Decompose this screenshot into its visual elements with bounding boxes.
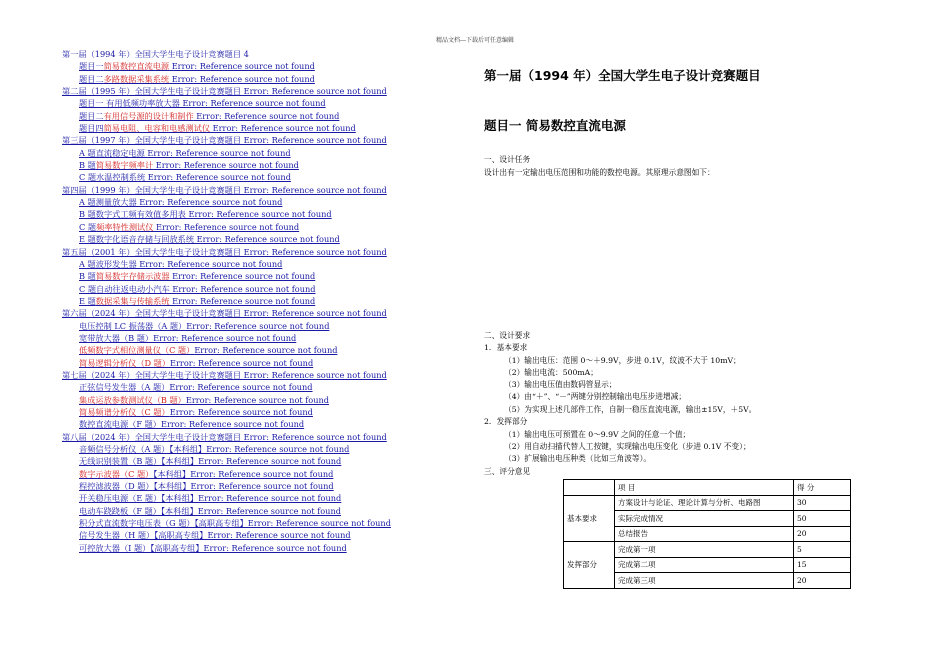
toc-entry[interactable]: [62, 344, 402, 356]
requirement-item: （3）输出电压值由数码管显示；: [504, 380, 617, 389]
toc-link[interactable]: [79, 419, 304, 429]
toc-entry[interactable]: [62, 159, 402, 171]
toc-entry-pre: 题目一: [79, 61, 104, 72]
toc-entry-text: 正弦信号发生器（A 题）Error: Reference source not found: [79, 382, 313, 393]
toc-link[interactable]: [79, 160, 299, 170]
toc-entry-text: 数控直流电源（F 题）Error: Reference source not found: [79, 419, 305, 430]
extension-heading: 2．发挥部分: [484, 417, 528, 426]
toc-text: [62, 49, 249, 59]
table-row: [564, 542, 851, 558]
toc-link[interactable]: [79, 407, 313, 417]
toc-entry-post: Error: Reference source not found: [185, 394, 330, 405]
table-cell: 20: [794, 526, 851, 542]
table-header-item: 项 目: [615, 480, 794, 496]
page-header-note: 精品文档---下载后可任意编辑: [435, 37, 515, 44]
toc-entry-text: A 题直流稳定电源 Error: Reference source not found: [79, 147, 291, 158]
toc-link[interactable]: [79, 530, 351, 540]
toc-link[interactable]: [79, 469, 333, 479]
extension-item: （3）扩展输出电压种类（比如三角波等）。: [504, 454, 652, 463]
toc-link[interactable]: [62, 370, 387, 380]
requirement-item: （5）为实现上述几部件工作，自制一稳压直流电源，输出±15V，＋5V。: [504, 405, 757, 414]
toc-entry-post: Error: Reference source not found: [169, 73, 315, 84]
table-cell: 50: [794, 511, 851, 527]
table-header-score: 得 分: [794, 480, 851, 496]
toc-link[interactable]: [79, 296, 315, 306]
table-cell: 5: [794, 542, 851, 558]
table-of-contents: [62, 48, 402, 554]
requirement-item: （1）输出电压：范围 0～＋9.9V，步进 0.1V，纹波不大于 10mV；: [504, 356, 741, 365]
toc-entry-text: 程控滤波器（D 题）【本科组】Error: Reference source not found: [79, 481, 334, 492]
table-cell: 完成第一项: [615, 542, 794, 558]
toc-link[interactable]: [79, 493, 341, 503]
toc-entry-pre: B 题: [79, 160, 96, 171]
toc-entry[interactable]: [62, 443, 402, 455]
toc-link[interactable]: [79, 333, 296, 343]
toc-link[interactable]: [62, 308, 387, 318]
toc-entry-pre: 题目二: [79, 110, 104, 121]
table-cell: 完成第三项: [615, 573, 794, 589]
toc-entry-post: Error: Reference source not found: [153, 160, 299, 171]
toc-entry-text: E 题数字化语音存储与回放系统 Error: Reference source not found: [79, 234, 340, 245]
toc-entry[interactable]: [62, 73, 402, 85]
toc-link[interactable]: [79, 481, 334, 491]
toc-entry-red: 有用信号源的设计和制作: [103, 110, 194, 121]
requirement-item: （4）由“＋”、“－”两键分别控制输出电压步进增减；: [504, 392, 687, 401]
toc-entry[interactable]: [62, 480, 402, 492]
toc-entry-red: 数字示波器（C 题）: [79, 468, 154, 479]
toc-entry-pre: 题目四: [79, 123, 104, 134]
toc-link[interactable]: [79, 506, 341, 516]
toc-entry[interactable]: [62, 171, 402, 183]
toc-entry[interactable]: [62, 97, 402, 109]
toc-entry-text: 第六届（2024 年）全国大学生电子设计竞赛题目 Error: Reference source not found: [62, 308, 387, 319]
toc-entry: [62, 48, 402, 60]
toc-link[interactable]: [62, 86, 387, 96]
toc-entry-red: 频率特性测试仪: [96, 221, 154, 232]
toc-entry-text: 第七届（2024 年）全国大学生电子设计竞赛题目 Error: Reference source not found: [62, 369, 387, 380]
toc-entry-text: 宽带放大器（B 题）Error: Reference source not found: [79, 332, 297, 343]
toc-entry[interactable]: [62, 134, 402, 146]
toc-entry[interactable]: [62, 122, 402, 134]
table-cell: 实际完成情况: [615, 511, 794, 527]
toc-link[interactable]: [79, 382, 313, 392]
toc-entry-red: 集成运放参数测试仪（B 题）: [79, 394, 186, 405]
table-cell: 完成第二项: [615, 557, 794, 573]
table-cell: [564, 480, 615, 496]
toc-entry[interactable]: [62, 394, 402, 406]
toc-link[interactable]: [62, 185, 387, 195]
toc-entry-text: 第五届（2001 年）全国大学生电子设计竞赛题目 Error: Reference source not found: [62, 246, 387, 257]
section-heading-requirements: 二、设计要求: [484, 331, 531, 340]
toc-entry-text: 电压控制 LC 振荡器（A 题）Error: Reference source not found: [79, 320, 330, 331]
toc-entry[interactable]: [62, 406, 402, 418]
extension-item: （2）用自动扫描代替人工按键，实现输出电压变化（步进 0.1V 不变）；: [504, 442, 751, 451]
toc-entry-post: Error: Reference source not found: [169, 295, 316, 306]
toc-entry-text: C 题水温控制系统 Error: Reference source not found: [79, 172, 291, 183]
scoring-table: [563, 479, 851, 589]
toc-entry[interactable]: [62, 110, 402, 122]
table-cell: 总结报告: [615, 526, 794, 542]
toc-entry[interactable]: [62, 455, 402, 467]
toc-entry-text: 第三届（1997 年）全国大学生电子设计竞赛题目 Error: Reference source not found: [62, 135, 387, 146]
toc-entry[interactable]: [62, 270, 402, 282]
toc-entry-text: 积分式直流数字电压表（G 题）【高职高专组】Error: Reference source not found: [79, 518, 391, 529]
toc-link[interactable]: [79, 172, 291, 182]
toc-link[interactable]: [79, 358, 313, 368]
toc-entry[interactable]: [62, 542, 402, 554]
toc-entry-red: 简易逻辑分析仪（D 题）: [79, 357, 171, 368]
toc-link[interactable]: [79, 74, 315, 84]
toc-link[interactable]: [79, 222, 299, 232]
toc-entry[interactable]: [62, 517, 402, 529]
toc-entry[interactable]: [62, 208, 402, 220]
toc-entry-post: Error: Reference source not found: [169, 271, 316, 282]
toc-entry-pre: B 题: [79, 271, 96, 282]
toc-link[interactable]: [79, 98, 326, 108]
section-heading-task: 一、设计任务: [484, 155, 531, 164]
toc-entry-text: 电动车跷跷板（F 题）【本科组】Error: Reference source not found: [79, 505, 341, 516]
toc-entry-text: 可控放大器（I 题）【高职高专组】Error: Reference source not found: [79, 542, 347, 553]
toc-link[interactable]: [79, 148, 291, 158]
toc-entry[interactable]: [62, 85, 402, 97]
toc-entry-post: Error: Reference source not found: [169, 61, 315, 72]
toc-link[interactable]: [62, 247, 387, 257]
section-heading-scoring: 三、评分意见: [484, 467, 531, 476]
toc-entry-red: 简易数控直流电源: [103, 61, 170, 72]
table-row: [564, 495, 851, 511]
toc-entry-text: 第四届（1999 年）全国大学生电子设计竞赛题目 Error: Reference source not found: [62, 184, 387, 195]
toc-entry[interactable]: [62, 381, 402, 393]
toc-entry-red: 简易数字频率计: [95, 160, 154, 171]
task-description: 设计出有一定输出电压范围和功能的数控电源。其原理示意图如下：: [484, 168, 715, 177]
toc-entry-post: Error: Reference source not found: [194, 345, 338, 356]
group-label: 基本要求: [564, 495, 615, 542]
toc-link[interactable]: [79, 271, 315, 281]
toc-entry-red: 多路数据采集系统: [103, 73, 170, 84]
toc-entry-text: B 题数字式工频有效值多用表 Error: Reference source not found: [79, 209, 332, 220]
toc-link[interactable]: [79, 395, 329, 405]
table-cell: 30: [794, 495, 851, 511]
toc-entry-text: 第一届（1994 年）全国大学生电子设计竞赛题目 4: [62, 49, 249, 59]
toc-entry-text: 信号发生器（H 题）【高职高专组】Error: Reference source not found: [79, 530, 351, 541]
toc-entry[interactable]: [62, 246, 402, 258]
toc-entry[interactable]: [62, 431, 402, 443]
toc-entry-post: 【本科组】Error: Reference source not found: [153, 468, 334, 479]
toc-link[interactable]: [79, 543, 347, 553]
toc-entry-text: 开关稳压电源（E 题）【本科组】Error: Reference source not found: [79, 493, 342, 504]
toc-entry[interactable]: [62, 196, 402, 208]
toc-link[interactable]: [79, 111, 339, 121]
toc-link[interactable]: [79, 456, 341, 466]
toc-link[interactable]: [79, 259, 282, 269]
toc-entry[interactable]: [62, 332, 402, 344]
toc-link[interactable]: [62, 135, 387, 145]
toc-link[interactable]: [79, 61, 315, 71]
toc-entry[interactable]: [62, 492, 402, 504]
toc-entry[interactable]: [62, 147, 402, 159]
toc-entry-post: Error: Reference source not found: [210, 123, 356, 134]
toc-entry-text: 第二届（1995 年）全国大学生电子设计竞赛题目 Error: Reference source not found: [62, 86, 387, 97]
table-cell: 方案设计与论证、理论计算与分析、电路图: [615, 495, 794, 511]
toc-link[interactable]: [79, 197, 282, 207]
toc-entry-red: 简易数字存储示波器: [95, 271, 170, 282]
table-cell: 15: [794, 557, 851, 573]
toc-entry-text: 题目一 有用低频功率放大器 Error: Reference source not found: [79, 98, 326, 109]
toc-entry[interactable]: [62, 258, 402, 270]
table-cell: 20: [794, 573, 851, 589]
toc-entry-pre: E 题: [79, 295, 96, 306]
toc-entry[interactable]: [62, 283, 402, 295]
table-row: [564, 480, 851, 496]
toc-entry-text: 第八届（2024 年）全国大学生电子设计竞赛题目 Error: Reference source not found: [62, 431, 387, 442]
toc-link[interactable]: [79, 518, 391, 528]
toc-entry-red: 数据采集与传输系统: [95, 295, 170, 306]
toc-link[interactable]: [79, 209, 332, 219]
toc-link[interactable]: [79, 321, 329, 331]
toc-entry-red: 低频数字式相位测量仪（C 题）: [79, 345, 195, 356]
toc-entry[interactable]: [62, 295, 402, 307]
toc-entry[interactable]: [62, 357, 402, 369]
toc-entry[interactable]: [62, 184, 402, 196]
toc-entry-pre: 题目二: [79, 73, 104, 84]
toc-entry-post: Error: Reference source not found: [170, 357, 314, 368]
toc-entry[interactable]: [62, 505, 402, 517]
toc-entry[interactable]: [62, 320, 402, 332]
toc-entry[interactable]: [62, 233, 402, 245]
toc-entry[interactable]: [62, 468, 402, 480]
toc-link[interactable]: [79, 123, 356, 133]
basic-requirements-heading: 1．基本要求: [484, 343, 528, 352]
toc-entry-text: C 题自动往返电动小汽车 Error: Reference source not found: [79, 283, 316, 294]
toc-entry-post: Error: Reference source not found: [153, 221, 300, 232]
toc-entry-post: Error: Reference source not found: [169, 406, 313, 417]
extension-item: （1）输出电压可预置在 0～9.9V 之间的任意一个值；: [504, 430, 691, 439]
toc-entry-text: 无线识别装置（B 题）【本科组】Error: Reference source not found: [79, 456, 342, 467]
toc-entry-post: Error: Reference source not found: [193, 110, 340, 121]
toc-entry-red: 简易电阻、电容和电感测试仪: [103, 123, 211, 134]
toc-link[interactable]: [79, 444, 349, 454]
toc-link[interactable]: [79, 284, 316, 294]
document-title: 第一届（1994 年）全国大学生电子设计竞赛题目: [484, 68, 761, 83]
toc-link[interactable]: [79, 345, 337, 355]
group-label: 发挥部分: [564, 542, 615, 589]
toc-entry-text: A 题测量放大器 Error: Reference source not found: [79, 197, 283, 208]
toc-entry[interactable]: [62, 307, 402, 319]
toc-link[interactable]: [79, 234, 340, 244]
toc-entry-pre: C 题: [79, 221, 97, 232]
toc-entry[interactable]: [62, 529, 402, 541]
toc-entry[interactable]: [62, 221, 402, 233]
toc-entry-text: 音频信号分析仪（A 题）【本科组】Error: Reference source not found: [79, 444, 350, 454]
toc-entry[interactable]: [62, 369, 402, 381]
toc-entry[interactable]: [62, 60, 402, 72]
toc-entry[interactable]: [62, 418, 402, 430]
requirement-item: （2）输出电流：500mA；: [504, 368, 598, 377]
problem-title: 题目一 简易数控直流电源: [484, 118, 626, 133]
toc-link[interactable]: [62, 432, 387, 442]
toc-entry-red: 简易频谱分析仪（C 题）: [79, 406, 170, 417]
toc-entry-text: A 题波形发生器 Error: Reference source not found: [79, 258, 283, 269]
